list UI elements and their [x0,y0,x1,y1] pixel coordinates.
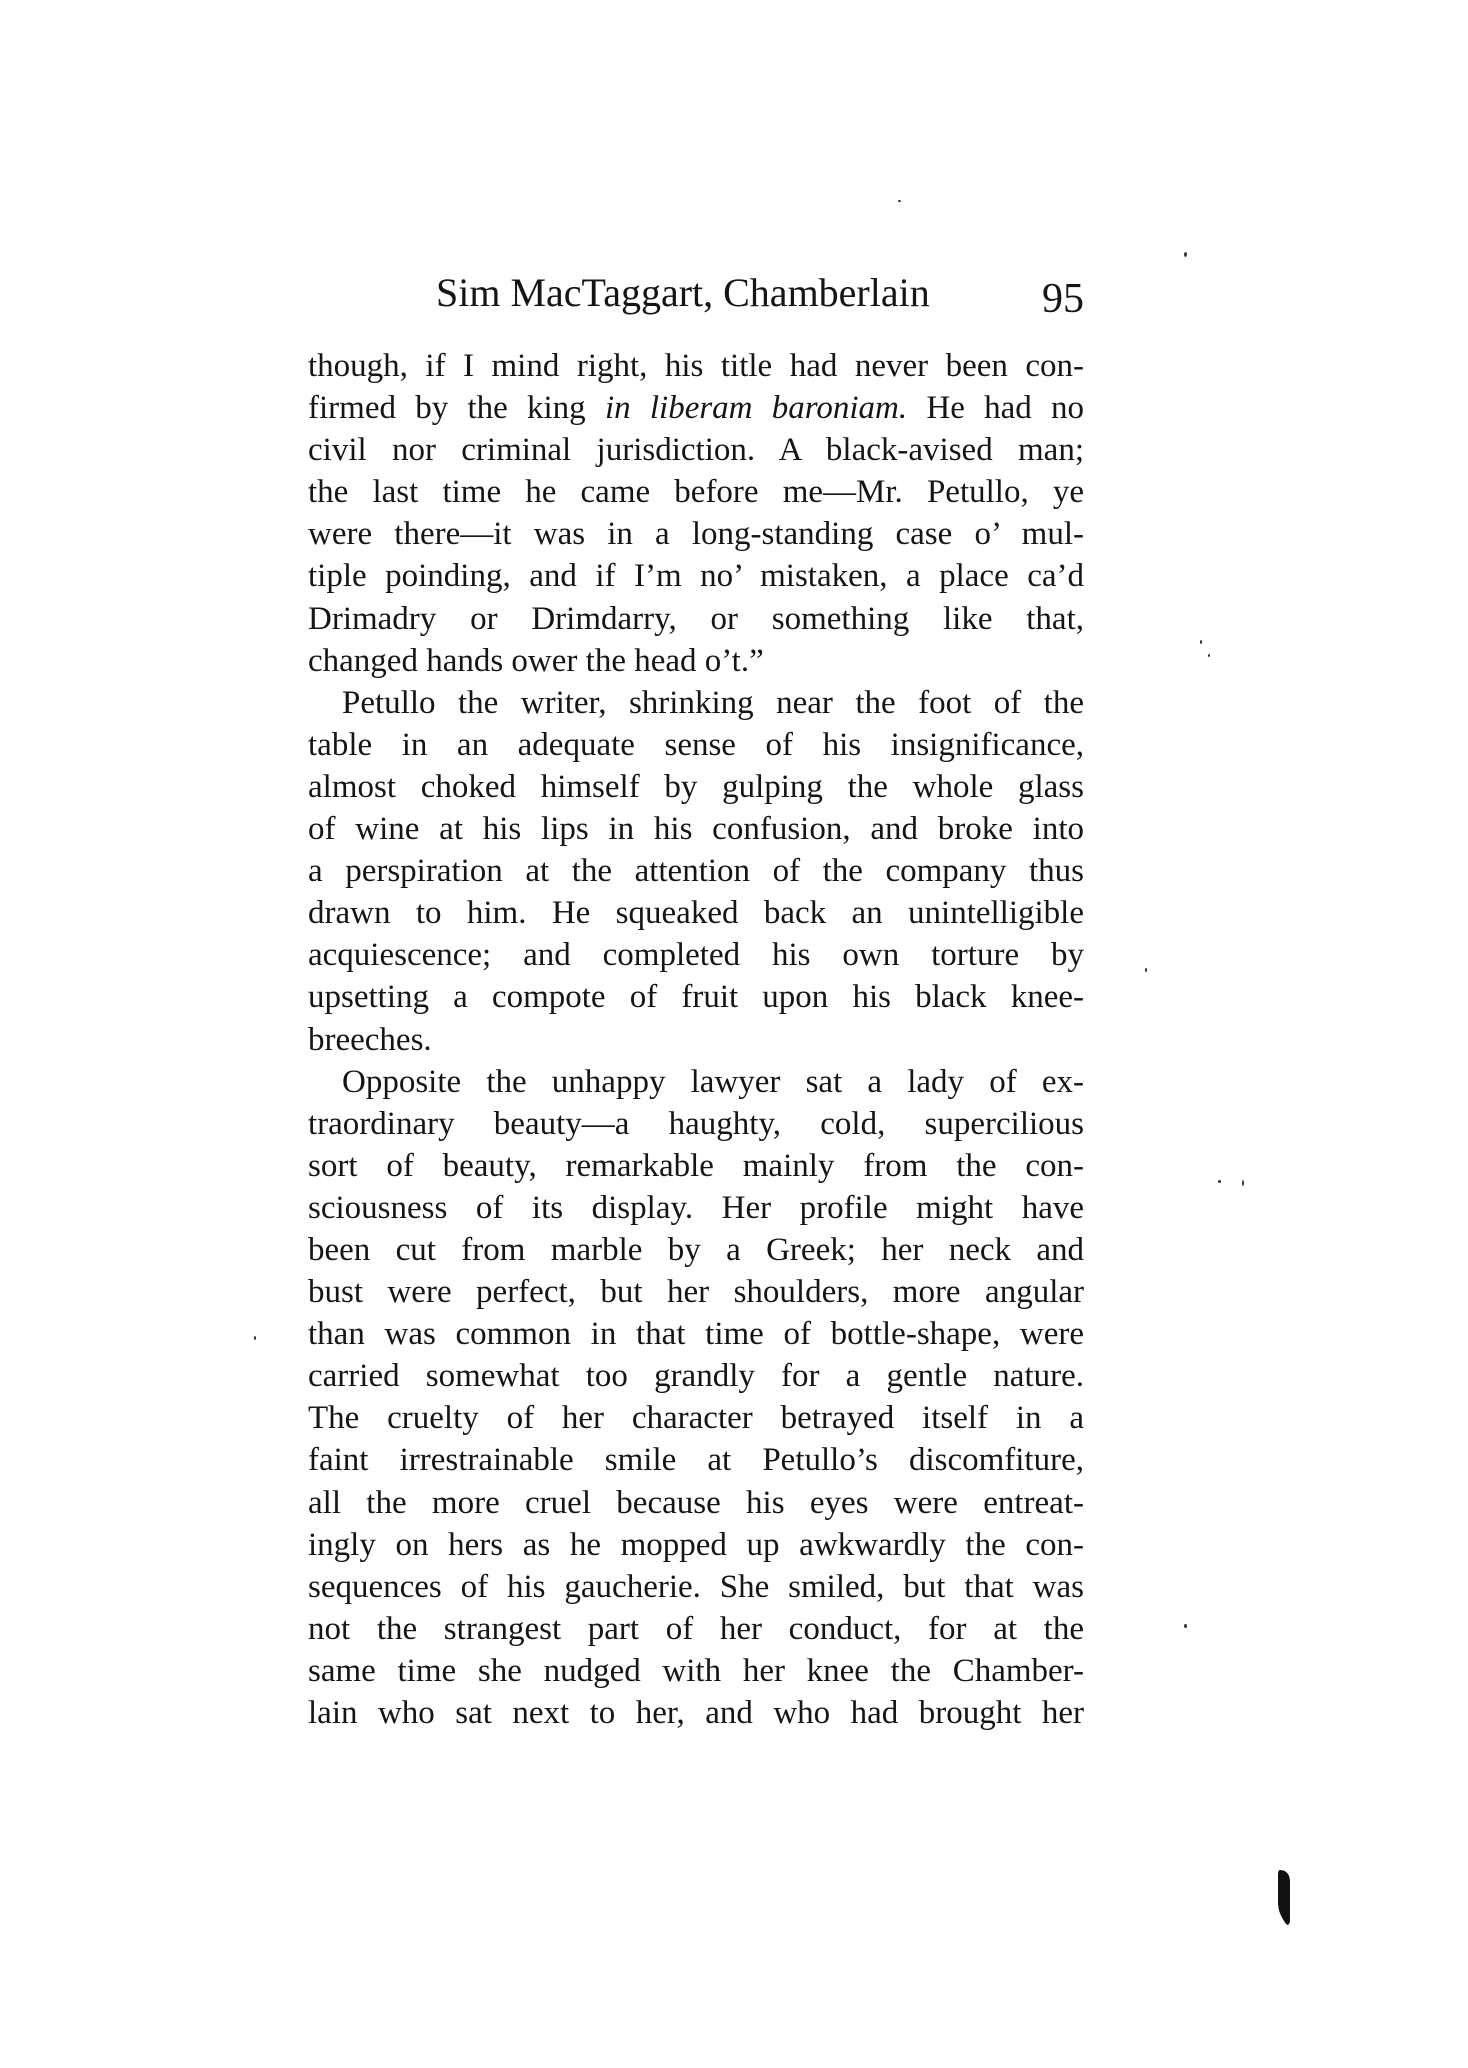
text-line: Petullo the writer, shrinking near the foot of the [342,684,1084,721]
text-line: Drimadry or Drimdarry, or something like that, [308,600,1084,637]
text-line: of wine at his lips in his confusion, and broke into [308,811,1084,848]
text-line: bust were perfect, but her shoulders, more angular [308,1274,1084,1311]
text-span: firmed by the king [308,390,605,427]
edge-ink-mark [1274,1868,1294,1928]
body-text [308,345,1084,1734]
scan-speck [1208,654,1210,657]
text-line [308,387,1084,429]
scan-speck [1145,968,1147,972]
scan-speck [898,200,901,202]
text-line: traordinary beauty—a haughty, cold, supercilious [308,1105,1084,1142]
scan-speck [1184,252,1187,257]
text-line: sciousness of its display. Her profile might have [308,1189,1084,1226]
text-line: civil nor criminal jurisdiction. A black-avised man; [308,432,1084,469]
text-line: The cruelty of her character betrayed itself in a [308,1400,1084,1437]
scan-speck [254,1336,256,1340]
page-number: 95 [1042,276,1084,322]
text-line: the last time he came before me—Mr. Petullo, ye [308,474,1084,511]
running-head [308,268,1084,328]
text-line: were there—it was in a long-standing case o’ mul- [308,516,1084,553]
text-line: changed hands ower the head o’t.” [308,642,764,679]
text-line: a perspiration at the attention of the company thus [308,853,1084,890]
scan-speck [1184,1624,1187,1628]
text-line: almost choked himself by gulping the whole glass [308,768,1084,805]
text-line: tiple poinding, and if I’m no’ mistaken, a place ca’d [308,558,1084,595]
text-line: been cut from marble by a Greek; her neck and [308,1231,1084,1268]
text-line: upsetting a compote of fruit upon his black knee- [308,979,1084,1016]
text-line: same time she nudged with her knee the Chamber- [308,1652,1084,1689]
text-line: faint irrestrainable smile at Petullo’s discomfiture, [308,1442,1084,1479]
text-line: ingly on hers as he mopped up awkwardly the con- [308,1526,1084,1563]
text-line: not the strangest part of her conduct, for at the [308,1610,1084,1647]
text-line: sequences of his gaucherie. She smiled, but that was [308,1568,1084,1605]
text-line: than was common in that time of bottle-shape, were [308,1316,1084,1353]
scan-speck [1218,1180,1221,1183]
scan-speck [1242,1180,1244,1186]
text-line: lain who sat next to her, and who had brought her [308,1695,1084,1731]
running-title: Sim MacTaggart, Chamberlain [436,270,930,315]
text-line: Opposite the unhappy lawyer sat a lady of ex- [342,1063,1084,1100]
text-line: acquiescence; and completed his own torture by [308,937,1084,974]
text-line: all the more cruel because his eyes were entreat- [308,1484,1084,1521]
text-line: though, if I mind right, his title had never been con- [308,348,1084,384]
text-line: carried somewhat too grandly for a gentle nature. [308,1358,1084,1395]
italic-phrase: in liberam baroniam. [604,390,908,427]
text-line: breeches. [308,1021,432,1058]
text-line: table in an adequate sense of his insignificance, [308,726,1084,763]
text-line: drawn to him. He squeaked back an unintelligible [308,895,1084,932]
text-line: sort of beauty, remarkable mainly from the con- [308,1147,1084,1184]
text-span: He had no [907,390,1084,427]
scan-speck [1200,640,1202,644]
